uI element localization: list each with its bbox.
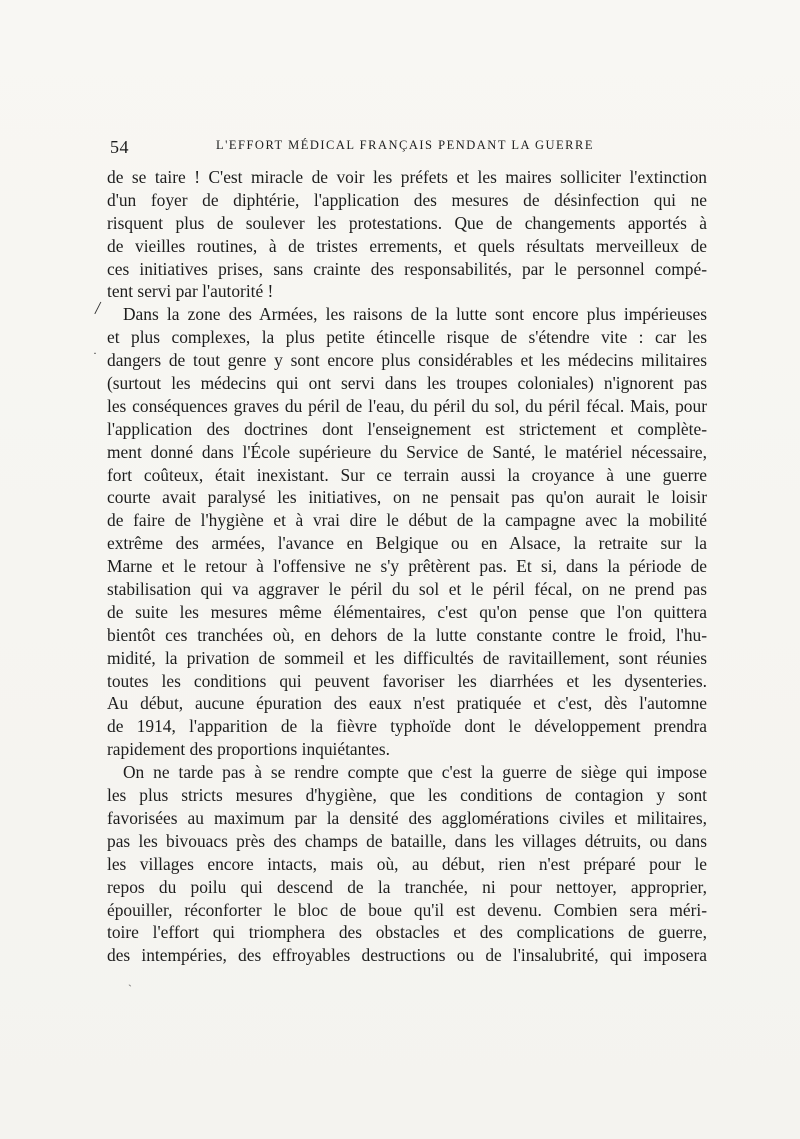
text-line: (surtout les médecins qui ont servi dans les troupes coloniales) n'ignorent pas [107,373,707,394]
text-line: les conséquences graves du péril de l'eau, du péril du sol, du péril fécal. Mais, pour [107,395,707,416]
margin-dot: · [93,346,97,360]
margin-mark: / [93,297,102,320]
text-line: rapidement des proportions inquiétantes. [107,739,391,760]
text-line: épouiller, réconforter le bloc de boue qu'il est devenu. Combien sera méri- [107,899,707,920]
text-line: extrême des armées, l'avance en Belgique ou en Alsace, la retraite sur la [107,533,707,554]
text-line: midité, la privation de sommeil et les difficultés de ravitaillement, sont réunies [107,647,707,668]
text-line: de suite les mesures même élémentaires, c'est qu'on pense que l'on quittera [107,601,707,622]
text-line: courte avait paralysé les initiatives, on ne pensait pas qu'on aurait le loisir [107,487,707,508]
text-line: pas les bivouacs près des champs de bataille, dans les villages détruits, ou dans [107,830,707,851]
text-line: de se taire ! C'est miracle de voir les préfets et les maires solliciter l'extinction [107,167,707,187]
text-line: stabilisation qui va aggraver le péril du sol et le péril fécal, on ne prend pas [107,579,707,600]
text-line: Dans la zone des Armées, les raisons de la lutte sont encore plus impérieuses [123,304,707,325]
text-line: tent servi par l'autorité ! [107,281,274,302]
running-head [110,135,710,159]
text-line: des intempéries, des effroyables destructions ou de l'insalubrité, qui imposera [107,945,707,966]
text-line: Au début, aucune épuration des eaux n'est pratiquée et c'est, dès l'automne [107,693,707,714]
text-line: toire l'effort qui triomphera des obstacles et des complications de guerre, [107,922,707,943]
text-line: l'application des doctrines dont l'enseignement est strictement et complète- [107,418,707,439]
margin-dot: ` [128,982,132,996]
body-text [107,166,707,967]
text-line: de faire de l'hygiène et à vrai dire le début de la campagne avec la mobilité [107,510,707,531]
text-line: de 1914, l'apparition de la fièvre typhoïde dont le développement prendra [107,716,707,737]
text-line: On ne tarde pas à se rendre compte que c'est la guerre de siège qui impose [123,762,707,783]
text-line: les villages encore intacts, mais où, au début, rien n'est préparé pour le [107,853,707,874]
text-line: ment donné dans l'École supérieure du Service de Santé, le matériel nécessaire, [107,441,707,462]
text-line: bientôt ces tranchées où, en dehors de la lutte constante contre le froid, l'hu- [107,624,707,645]
text-line: Marne et le retour à l'offensive ne s'y prêtèrent pas. Et si, dans la période de [107,556,707,577]
text-line: favorisées au maximum par la densité des agglomérations civiles et militaires, [107,807,707,828]
text-line: les plus stricts mesures d'hygiène, que les conditions de contagion y sont [107,785,707,806]
text-line: risquent plus de soulever les protestations. Que de changements apportés à [107,212,707,233]
text-line: dangers de tout genre y sont encore plus considérables et les médecins militaires [107,350,707,371]
text-line: toutes les conditions qui peuvent favoriser les diarrhées et les dysenteries. [107,670,707,691]
text-line: ces initiatives prises, sans crainte des responsabilités, par le personnel compé- [107,258,707,279]
text-line: repos du poilu qui descend de la tranchée, ni pour nettoyer, approprier, [107,876,707,897]
text-line: d'un foyer de diphtérie, l'application des mesures de désinfection qui ne [107,189,707,210]
running-title: L'EFFORT MÉDICAL FRANÇAIS PENDANT LA GUERRE [216,138,594,152]
text-line: de vieilles routines, à de tristes errements, et quels résultats merveilleux de [107,235,707,256]
text-line: fort coûteux, était inexistant. Sur ce terrain aussi la croyance à une guerre [107,464,707,485]
page-number: 54 [110,137,129,157]
text-line: et plus complexes, la plus petite étincelle risque de s'étendre vite : car les [107,327,707,348]
